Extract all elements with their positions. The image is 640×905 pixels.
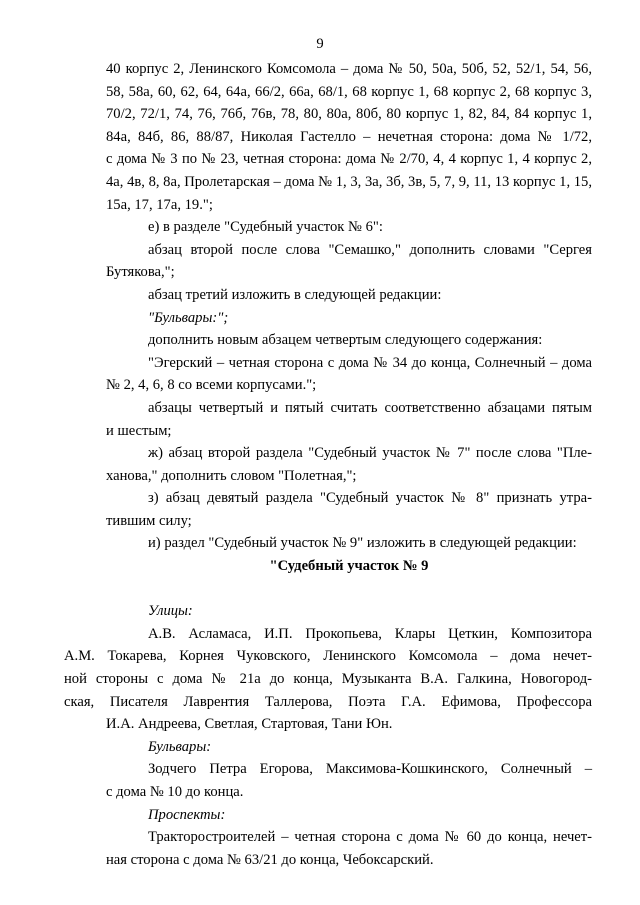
text-line: 58, 58а, 60, 62, 64, 64а, 66/2, 66а, 68/1, 68 корпус 1, 68 корпус 2, 68 корпус 3, bbox=[106, 83, 592, 100]
text-line: А.М. Токарева, Корнея Чуковского, Ленинского Комсомола – дома нечет- bbox=[64, 648, 592, 665]
text-line: № 2, 4, 6, 8 со всеми корпусами."; bbox=[106, 377, 317, 394]
text-line: с дома № 3 по № 23, четная сторона: дома № 2/70, 4, 4 корпус 1, 4 корпус 2, bbox=[106, 151, 592, 168]
text-line: Бутякова,"; bbox=[106, 264, 175, 281]
paragraph-continuation-end bbox=[106, 194, 592, 217]
text-line: ной стороны с дома № 21а до конца, Музыканта В.А. Галкина, Новогород- bbox=[64, 671, 592, 688]
paragraph-item-zh-end bbox=[106, 465, 592, 488]
paragraph-abzac-second bbox=[106, 239, 592, 262]
paragraph-add-fourth bbox=[106, 329, 592, 352]
subheading-streets bbox=[106, 600, 592, 623]
text-line: и шестым; bbox=[106, 422, 172, 439]
document-body bbox=[64, 58, 592, 871]
section-heading bbox=[106, 555, 592, 578]
text-line: 84а, 84б, 86, 88/87, Николая Гастелло – нечетная сторона: дома № 1/72, bbox=[106, 128, 592, 145]
text-line: абзацы четвертый и пятый считать соответственно абзацами пятым bbox=[148, 399, 592, 416]
text-line: 70/2, 72/1, 74, 76, 76б, 76в, 78, 80, 80а, 80б, 80 корпус 1, 82, 84, 84 корпус 1, bbox=[106, 106, 592, 123]
text-line: 15а, 17, 17а, 19."; bbox=[106, 196, 213, 213]
text-line: Бульвары: bbox=[148, 738, 212, 755]
heading-text: "Судебный участок № 9 bbox=[269, 558, 429, 575]
paragraph-renumber bbox=[106, 397, 592, 420]
text-line: 4а, 4в, 8, 8а, Пролетарская – дома № 1, 3, 3а, 3б, 3в, 5, 7, 9, 11, 13 корпус 1, 15, bbox=[106, 173, 592, 190]
text-line: е) в разделе "Судебный участок № 6": bbox=[148, 219, 383, 236]
paragraph-abzac-second-end bbox=[106, 261, 592, 284]
blank-line bbox=[106, 578, 592, 601]
paragraph-item-i bbox=[106, 532, 592, 555]
text-line: Проспекты: bbox=[148, 806, 226, 823]
paragraph-item-z-end bbox=[106, 510, 592, 533]
subheading-boulevards bbox=[106, 736, 592, 759]
paragraph-item-e bbox=[106, 216, 592, 239]
text-line: ная сторона с дома № 63/21 до конца, Чебоксарский. bbox=[106, 851, 434, 868]
paragraph-item-z bbox=[106, 487, 592, 510]
text-line: И.А. Андреева, Светлая, Стартовая, Тани Юн. bbox=[106, 716, 393, 733]
paragraph-continuation bbox=[106, 58, 592, 194]
paragraph-egersky-end bbox=[106, 374, 592, 397]
paragraph-egersky bbox=[106, 352, 592, 375]
text-line: ханова," дополнить словом "Полетная,"; bbox=[106, 467, 357, 484]
text-line: абзац третий изложить в следующей редакции: bbox=[148, 286, 442, 303]
text-line: А.В. Асламаса, И.П. Прокопьева, Клары Цеткин, Композитора bbox=[148, 625, 592, 642]
text-line: з) абзац девятый раздела "Судебный участок № 8" признать утра- bbox=[148, 490, 592, 507]
text-line: Зодчего Петра Егорова, Максимова-Кошкинского, Солнечный – bbox=[148, 761, 592, 778]
text-line: абзац второй после слова "Семашко," дополнить словами "Сергея bbox=[148, 241, 592, 258]
text-line: "Эгерский – четная сторона с дома № 34 до конца, Солнечный – дома bbox=[148, 354, 592, 371]
text-line: ская, Писателя Лаврентия Таллерова, Поэта Г.А. Ефимова, Профессора bbox=[64, 693, 592, 710]
paragraph-abzac-third bbox=[106, 284, 592, 307]
subheading-avenues bbox=[106, 804, 592, 827]
page-number: 9 bbox=[316, 36, 324, 52]
paragraph-avenues-list bbox=[106, 826, 592, 849]
paragraph-renumber-end bbox=[106, 420, 592, 443]
text-line: "Бульвары:"; bbox=[148, 309, 229, 326]
paragraph-avenues-list-end bbox=[106, 849, 592, 872]
paragraph-streets-list-end bbox=[106, 713, 592, 736]
paragraph-boulevards-list-end bbox=[106, 781, 592, 804]
text-line: с дома № 10 до конца. bbox=[106, 784, 244, 800]
paragraph-item-zh bbox=[106, 442, 592, 465]
text-line: 40 корпус 2, Ленинского Комсомола – дома № 50, 50а, 50б, 52, 52/1, 54, 56, bbox=[106, 61, 592, 77]
paragraph-streets-list bbox=[64, 623, 592, 713]
text-line: Тракторостроителей – четная сторона с дома № 60 до конца, нечет- bbox=[148, 829, 592, 846]
text-line: тившим силу; bbox=[106, 512, 192, 529]
paragraph-boulevards-list bbox=[106, 758, 592, 781]
text-line: Улицы: bbox=[148, 603, 193, 620]
text-line: ж) абзац второй раздела "Судебный участок № 7" после слова "Пле- bbox=[148, 445, 592, 462]
text-line: и) раздел "Судебный участок № 9" изложить в следующей редакции: bbox=[148, 535, 577, 552]
paragraph-bulvary-quote bbox=[106, 307, 592, 330]
text-line: дополнить новым абзацем четвертым следующего содержания: bbox=[148, 332, 543, 349]
